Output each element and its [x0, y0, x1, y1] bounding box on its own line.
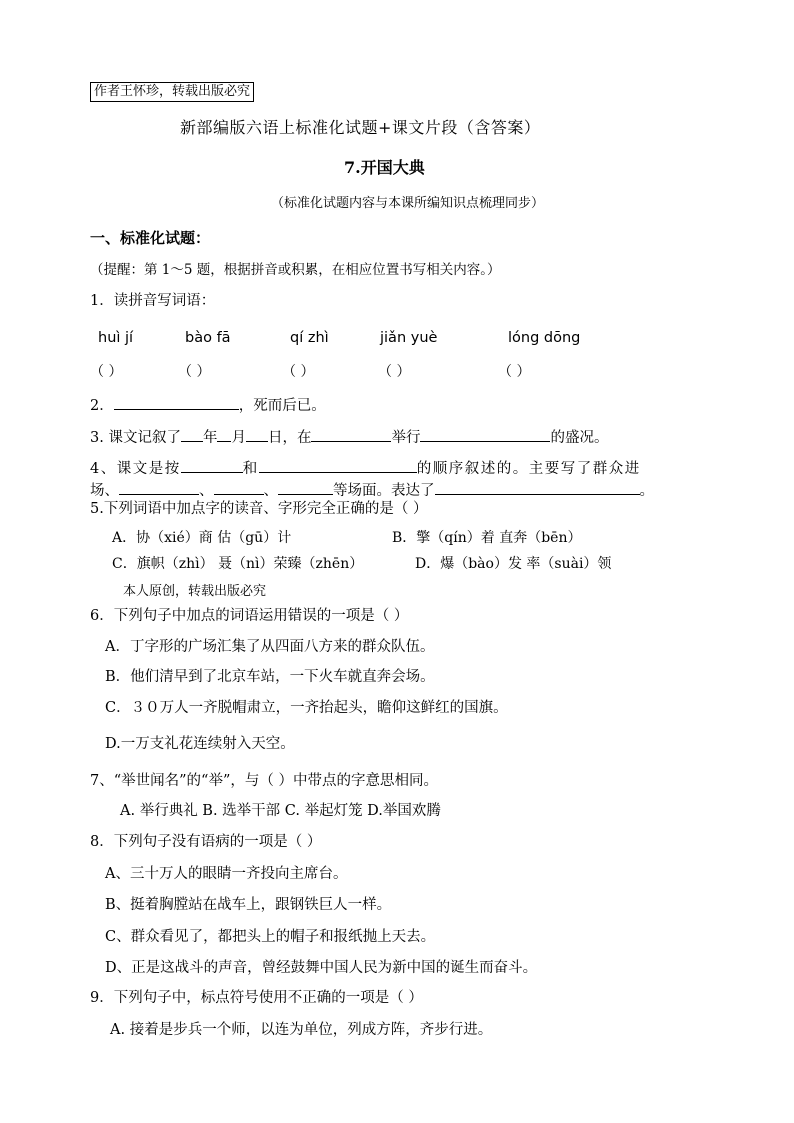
q1-pinyin-1: huì jí — [98, 330, 134, 346]
q3-blank-place[interactable] — [311, 427, 391, 442]
q8-option-b[interactable]: B、挺着胸膛站在战车上，跟钢铁巨人一样。 — [105, 897, 392, 913]
q1-pinyin-4: jiǎn yuè — [380, 330, 438, 346]
q3-blank-month[interactable] — [217, 427, 231, 442]
q5-option-c[interactable]: C．旗帜（zhì） 聂（nì）荣臻（zhēn） — [112, 556, 364, 572]
q6-option-c[interactable]: C．３０万人一齐脱帽肃立，一齐抬起头，瞻仰这鲜红的国旗。 — [105, 700, 508, 716]
q6-option-b[interactable]: B．他们清早到了北京车站，一下火车就直奔会场。 — [105, 669, 435, 685]
q4-text-h: 。 — [639, 483, 654, 499]
q3-text-a: 3. 课文记叙了 — [90, 430, 181, 446]
q3-text-d: 日，在 — [267, 430, 312, 446]
q1-pinyin-2: bào fā — [185, 330, 231, 346]
section-heading: 一、标准化试题： — [90, 229, 211, 247]
q3-text-b: 年 — [202, 430, 218, 446]
q3-blank-day[interactable] — [246, 427, 268, 442]
q2-text: ，死而后已。 — [238, 398, 326, 414]
q1-answer-blank-4[interactable]: （ ） — [378, 364, 411, 380]
q3-blank-year[interactable] — [181, 427, 203, 442]
q1-pinyin-3: qí zhì — [290, 330, 329, 346]
q6-option-d[interactable]: D.一万支礼花连续射入天空。 — [105, 736, 295, 752]
q1-label: 1．读拼音写词语： — [90, 293, 216, 309]
q4-text-b: 和 — [242, 461, 259, 477]
q1-answer-blank-5[interactable]: （ ） — [498, 364, 531, 380]
q1-answer-blank-3[interactable]: （ ） — [282, 364, 315, 380]
q3-text-f: 的盛况。 — [550, 430, 609, 446]
q4-blank-2[interactable] — [259, 458, 417, 473]
q4-text-f: 、 — [263, 483, 278, 499]
q6-option-a[interactable]: A．丁字形的广场汇集了从四面八方来的群众队伍。 — [105, 639, 435, 655]
q4-blank-5[interactable] — [278, 480, 333, 495]
q2-number: 2． — [90, 398, 114, 414]
author-note: 作者王怀珍，转载出版必究 — [90, 82, 254, 102]
q5-stem: 5.下列词语中加点字的读音、字形完全正确的是（ ） — [90, 501, 428, 517]
page-title: 新部编版六语上标准化试题+课文片段（含答案） — [180, 118, 541, 137]
lesson-title: 7.开国大典 — [344, 158, 425, 177]
q7-stem: 7、“举世闻名”的“举”，与（ ）中带点的字意思相同。 — [90, 773, 438, 789]
q4-text-g: 等场面。表达了 — [333, 483, 435, 499]
q4-text-c: 的顺序叙述的。主要写了群众进 — [416, 461, 641, 477]
q3-text-e: 举行 — [391, 430, 421, 446]
q3-line — [90, 427, 608, 447]
q9-stem: 9．下列句子中，标点符号使用不正确的一项是（ ） — [90, 990, 423, 1006]
q4-blank-1[interactable] — [181, 458, 243, 473]
q5-option-b[interactable]: B．擎（qín）着 直奔（bēn） — [392, 530, 582, 546]
copyright-note: 本人原创，转载出版必究 — [123, 584, 267, 599]
q5-option-d[interactable]: D．爆（bào）发 率（suài）领 — [415, 556, 612, 572]
q4-text-a: 4、课文是按 — [90, 461, 181, 477]
q4-text-e: 、 — [199, 483, 214, 499]
q8-option-c[interactable]: C、群众看见了，都把头上的帽子和报纸抛上天去。 — [105, 929, 436, 945]
q4-text-d: 场、 — [90, 483, 119, 499]
q8-stem: 8．下列句子没有语病的一项是（ ） — [90, 834, 322, 850]
q1-answer-blank-1[interactable]: （ ） — [90, 364, 123, 380]
q1-answer-blank-2[interactable]: （ ） — [178, 364, 211, 380]
q9-option-a[interactable]: A. 接着是步兵一个师，以连为单位，列成方阵，齐步行进。 — [110, 1022, 493, 1038]
q6-stem: 6．下列句子中加点的词语运用错误的一项是（ ） — [90, 608, 409, 624]
page-subtitle: （标准化试题内容与本课所编知识点梳理同步） — [271, 196, 545, 211]
q3-text-c: 月 — [231, 430, 246, 446]
q1-pinyin-5: lóng dōng — [508, 330, 581, 346]
q2-blank[interactable] — [114, 395, 239, 410]
q4-line-1 — [90, 458, 641, 478]
q8-option-a[interactable]: A、三十万人的眼睛一齐投向主席台。 — [105, 866, 348, 882]
q3-blank-event[interactable] — [420, 427, 550, 442]
section-hint: （提醒：第 1～5 题，根据拼音或积累，在相应位置书写相关内容。） — [90, 262, 501, 278]
q4-blank-4[interactable] — [214, 480, 264, 495]
q4-blank-6[interactable] — [435, 480, 640, 495]
q7-options[interactable]: A. 举行典礼 B. 选举干部 C. 举起灯笼 D.举国欢腾 — [120, 803, 441, 819]
q4-line-2 — [90, 480, 654, 500]
q2-line — [90, 395, 326, 415]
q5-option-a[interactable]: A．协（xié）商 估（gū）计 — [112, 530, 292, 546]
q4-blank-3[interactable] — [119, 480, 199, 495]
q8-option-d[interactable]: D、正是这战斗的声音，曾经鼓舞中国人民为新中国的诞生而奋斗。 — [105, 960, 538, 976]
